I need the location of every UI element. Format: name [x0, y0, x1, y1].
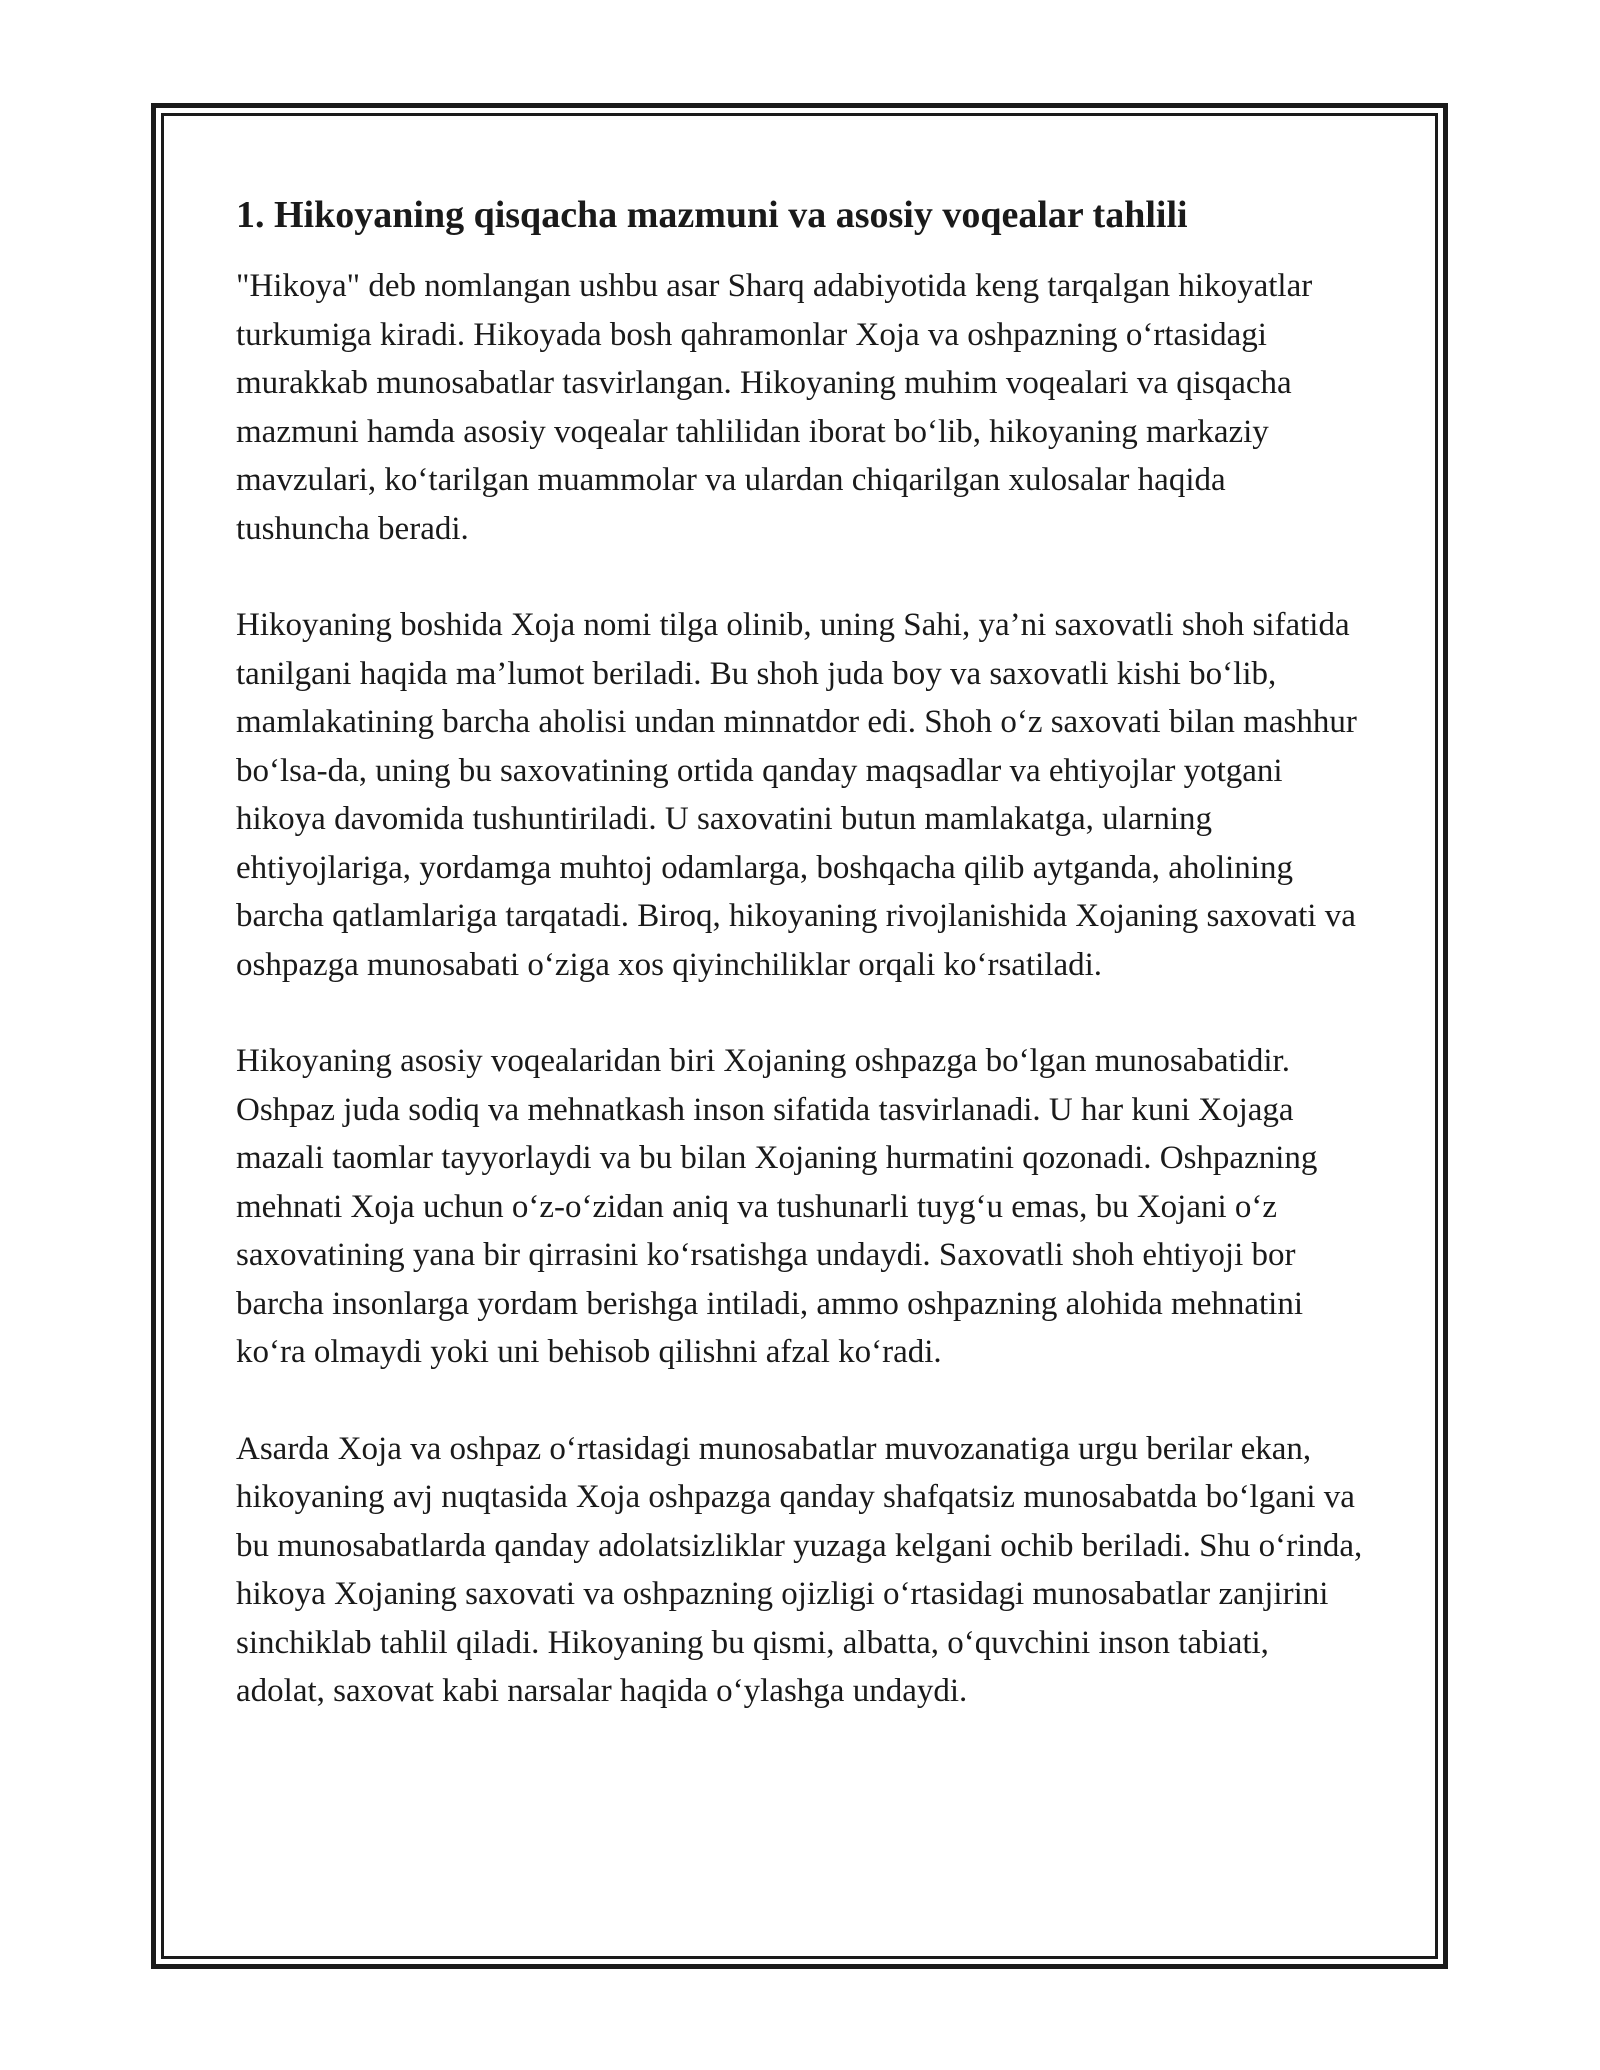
document-body: [236, 190, 1366, 1716]
paragraph-1: "Hikoya" deb nomlangan ushbu asar Sharq adabiyotida keng tarqalgan hikoyatlar turkumiga kiradi. Hikoyada bosh qahramonlar Xoja va oshpazning oʻrtasidagi murakkab munosabatlar tasvirlangan. Hikoyaning muhim voqealari va qisqacha mazmuni hamda asosiy voqealar tahlilidan iborat boʻlib, hikoyaning markaziy mavzulari, koʻtarilgan muammolar va ulardan chiqarilgan xulosalar haqida tushuncha beradi.: [236, 268, 1313, 547]
paragraph-4: Asarda Xoja va oshpaz oʻrtasidagi munosabatlar muvozanatiga urgu berilar ekan, hikoyaning avj nuqtasida Xoja oshpazga qanday shafqatsiz munosabatda boʻlgani va bu munosabatlarda qanday adolatsizliklar yuzaga kelgani ochib beriladi. Shu oʻrinda, hikoya Xojaning saxovati va oshpazning ojizligi oʻrtasidagi munosabatlar zanjirini sinchiklab tahlil qiladi. Hikoyaning bu qismi, albatta, oʻquvchini inson tabiati, adolat, saxovat kabi narsalar haqida oʻylashga undaydi.: [236, 1430, 1363, 1709]
section-heading: 1. Hikoyaning qisqacha mazmuni va asosiy voqealar tahlili: [236, 194, 1188, 236]
paragraph-3: Hikoyaning asosiy voqealaridan biri Xojaning oshpazga boʻlgan munosabatidir. Oshpaz juda sodiq va mehnatkash inson sifatida tasvirlanadi. U har kuni Xojaga mazali taomlar tayyorlaydi va bu bilan Xojaning hurmatini qozonadi. Oshpazning mehnati Xoja uchun oʻz-oʻzidan aniq va tushunarli tuygʻu emas, bu Xojani oʻz saxovatining yana bir qirrasini koʻrsatishga undaydi. Saxovatli shoh ehtiyoji bor barcha insonlarga yordam berishga intiladi, ammo oshpazning alohida mehnatini koʻra olmaydi yoki uni behisob qilishni afzal koʻradi.: [236, 1043, 1318, 1370]
paragraph-2: Hikoyaning boshida Xoja nomi tilga olinib, uning Sahi, ya’ni saxovatli shoh sifatida tanilgani haqida ma’lumot beriladi. Bu shoh juda boy va saxovatli kishi boʻlib, mamlakatining barcha aholisi undan minnatdor edi. Shoh oʻz saxovati bilan mashhur boʻlsa-da, uning bu saxovatining ortida qanday maqsadlar va ehtiyojlar yotgani hikoya davomida tushuntiriladi. U saxovatini butun mamlakatga, ularning ehtiyojlariga, yordamga muhtoj odamlarga, boshqacha qilib aytganda, aholining barcha qatlamlariga tarqatadi. Biroq, hikoyaning rivojlanishida Xojaning saxovati va oshpazga munosabati oʻziga xos qiyinchiliklar orqali koʻrsatiladi.: [236, 607, 1357, 983]
